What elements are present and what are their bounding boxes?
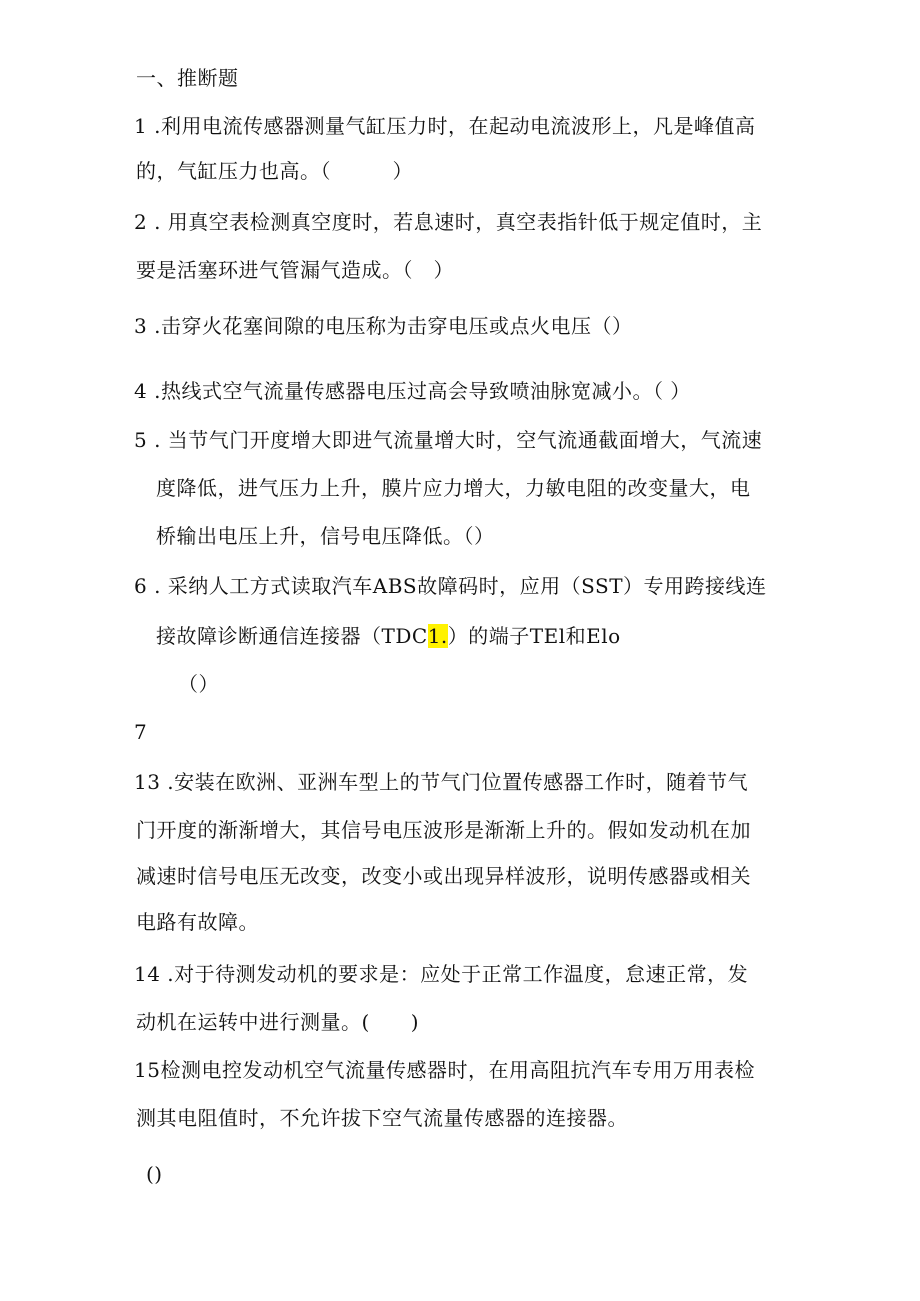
highlighted-text: 1.	[427, 624, 448, 648]
question-6-text-end: ）的端子TEl和Elo	[447, 624, 621, 648]
question-13-line-1: 13 .安装在欧洲、亚洲车型上的节气门位置传感器工作时，随着节气	[134, 770, 749, 794]
question-13-line-2: 门开度的渐渐增大，其信号电压波形是渐渐上升的。假如发动机在加	[136, 818, 751, 842]
question-13-line-4: 电路有故障。	[136, 910, 259, 934]
question-14-line-2: 动机在运转中进行测量。( )	[136, 1010, 420, 1034]
question-6-line-1: 6 . 采纳人工方式读取汽车ABS故障码时，应用（SST）专用跨接线连	[134, 574, 767, 598]
question-14-line-1: 14 .对于待测发动机的要求是：应处于正常工作温度，怠速正常，发	[134, 962, 749, 986]
question-1-line-1: 1 .利用电流传感器测量气缸压力时，在起动电流波形上，凡是峰值高	[134, 114, 756, 138]
question-15-line-1: 15检测电控发动机空气流量传感器时，在用高阻抗汽车专用万用表检	[134, 1058, 755, 1082]
question-15-line-2: 测其电阻值时，不允许拔下空气流量传感器的连接器。	[136, 1106, 628, 1130]
question-3-line-1: 3 .击穿火花塞间隙的电压称为击穿电压或点火电压（）	[134, 314, 633, 338]
question-2-line-2: 要是活塞环进气管漏气造成。（ ）	[136, 258, 454, 282]
question-15-answer-parens: ()	[146, 1162, 163, 1186]
question-2-line-1: 2 . 用真空表检测真空度时，若息速时，真空表指针低于规定值时，主	[134, 210, 763, 234]
question-1-line-2: 的，气缸压力也高。（ ）	[136, 159, 413, 183]
question-7-number: 7	[134, 720, 148, 744]
question-5-line-2: 度降低，进气压力上升，膜片应力增大，力敏电阻的改变量大，电	[156, 476, 751, 500]
question-13-line-3: 减速时信号电压无改变，改变小或出现异样波形，说明传感器或相关	[136, 864, 751, 888]
section-title: 一、推断题	[136, 66, 239, 90]
question-5-line-1: 5 . 当节气门开度增大即进气流量增大时，空气流通截面增大，气流速	[134, 428, 763, 452]
question-5-line-3: 桥输出电压上升，信号电压降低。（）	[156, 524, 495, 548]
question-4-line-1: 4 .热线式空气流量传感器电压过高会导致喷油脉宽减小。（ ）	[134, 379, 691, 403]
question-6-text: 接故障诊断通信连接器（TDC	[156, 624, 428, 648]
question-6-answer-parens: （）	[178, 672, 219, 696]
question-6-line-2	[156, 622, 621, 650]
